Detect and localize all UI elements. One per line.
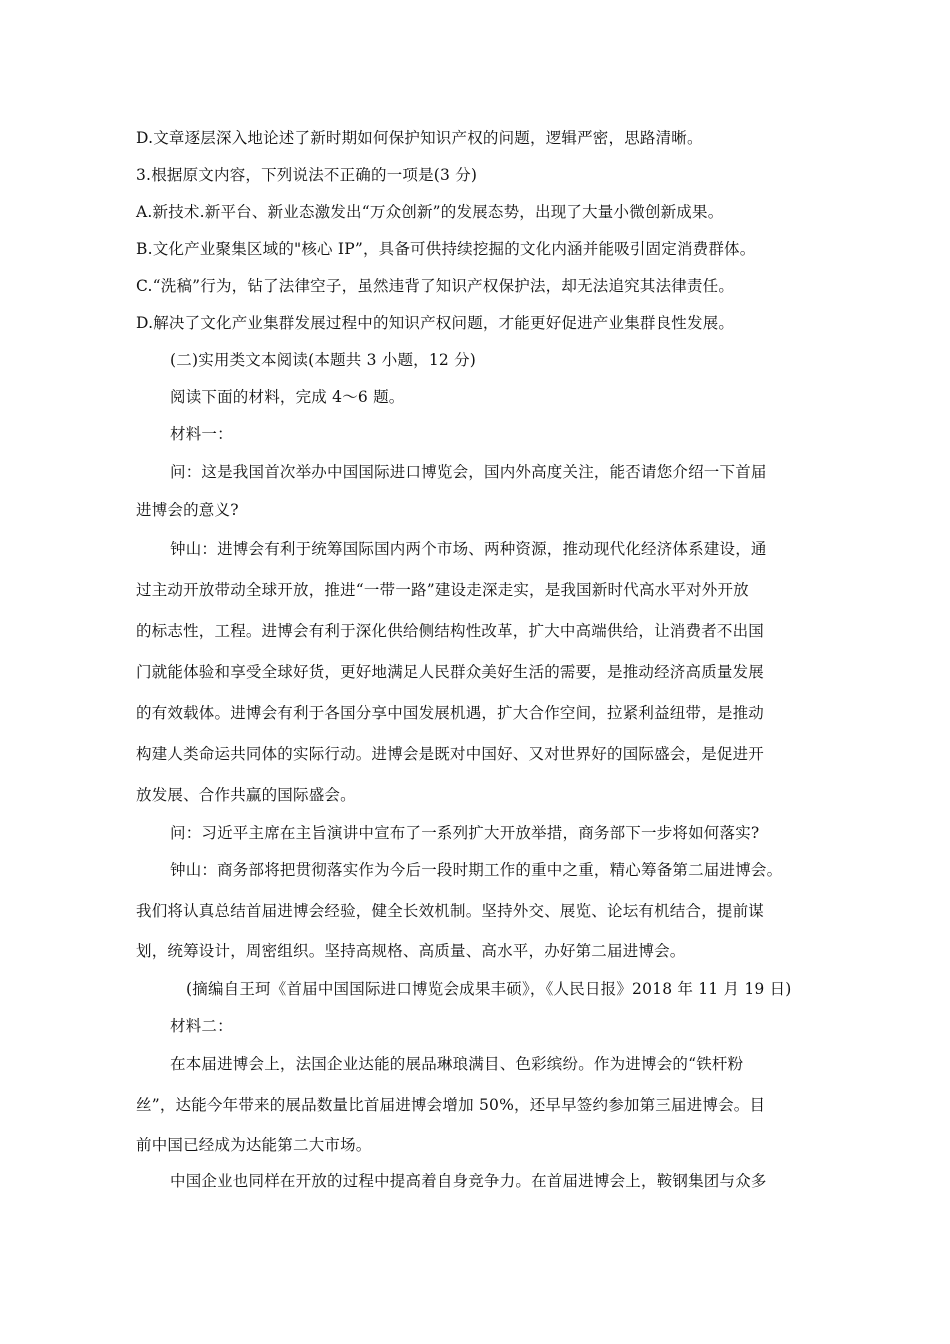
paragraph-line: 中国企业也同样在开放的过程中提高着自身竞争力。在首届进博会上，鞍钢集团与众多 [170,1172,767,1190]
option-d: D.解决了文化产业集群发展过程中的知识产权问题，才能更好促进产业集群良性发展。 [136,314,735,332]
material-2-label: 材料二： [170,1017,233,1035]
source-citation: (摘编自王珂《首届中国国际进口博览会成果丰硕》，《人民日报》2018 年 11 月 19 日) [186,980,792,998]
paragraph-line: 放发展、合作共赢的国际盛会。 [136,786,356,804]
option-b: B.文化产业聚集区域的"核心 IP”，具备可供持续挖掘的文化内涵并能吸引固定消费群体。 [136,240,756,258]
section-heading: (二)实用类文本阅读(本题共 3 小题，12 分) [170,351,477,369]
paragraph-line: 丝”，达能今年带来的展品数量比首届进博会增加 50%，还早早签约参加第三届进博会。目 [136,1096,766,1114]
paragraph-line: 的标志性，工程。进博会有利于深化供给侧结构性改革，扩大中高端供给，让消费者不出国 [136,622,765,640]
question-3: 3.根据原文内容，下列说法不正确的一项是(3 分) [136,166,478,184]
option-a: A.新技术.新平台、新业态激发出“万众创新”的发展态势，出现了大量小微创新成果。 [136,203,724,221]
paragraph-line: 问：习近平主席在主旨演讲中宣布了一系列扩大开放举措，商务部下一步将如何落实? [170,824,760,842]
paragraph-line: 的有效载体。进博会有利于各国分享中国发展机遇，扩大合作空间，拉紧利益纽带，是推动 [136,704,765,722]
paragraph-line: 前中国已经成为达能第二大市场。 [136,1136,372,1154]
paragraph-line: 钟山：进博会有利于统筹国际国内两个市场、两种资源，推动现代化经济体系建设，通 [170,540,767,558]
paragraph-line: 划，统筹设计，周密组织。坚持高规格、高质量、高水平，办好第二届进博会。 [136,942,686,960]
paragraph-line: 进博会的意义? [136,501,239,519]
paragraph-line: 门就能体验和享受全球好货，更好地满足人民群众美好生活的需要，是推动经济高质量发展 [136,663,765,681]
instruction: 阅读下面的材料，完成 4～6 题。 [170,388,405,406]
option-c: C.“洗稿”行为，钻了法律空子，虽然违背了知识产权保护法，却无法追究其法律责任。 [136,277,735,295]
paragraph-line: 构建人类命运共同体的实际行动。进博会是既对中国好、又对世界好的国际盛会，是促进开 [136,745,765,763]
paragraph-line: 钟山：商务部将把贯彻落实作为今后一段时期工作的重中之重，精心筹备第二届进博会。 [170,861,783,879]
paragraph-line: 在本届进博会上，法国企业达能的展品琳琅满目、色彩缤纷。作为进博会的“铁杆粉 [170,1055,744,1073]
paragraph-line: 我们将认真总结首届进博会经验，健全长效机制。坚持外交、展览、论坛有机结合，提前谋 [136,902,765,920]
option-d-prev: D.文章逐层深入地论述了新时期如何保护知识产权的问题，逻辑严密，思路清晰。 [136,129,703,147]
material-1-label: 材料一： [170,425,233,443]
paragraph-line: 过主动开放带动全球开放，推进“一带一路”建设走深走实，是我国新时代高水平对外开放 [136,581,749,599]
paragraph-line: 问：这是我国首次举办中国国际进口博览会，国内外高度关注，能否请您介绍一下首届 [170,463,767,481]
